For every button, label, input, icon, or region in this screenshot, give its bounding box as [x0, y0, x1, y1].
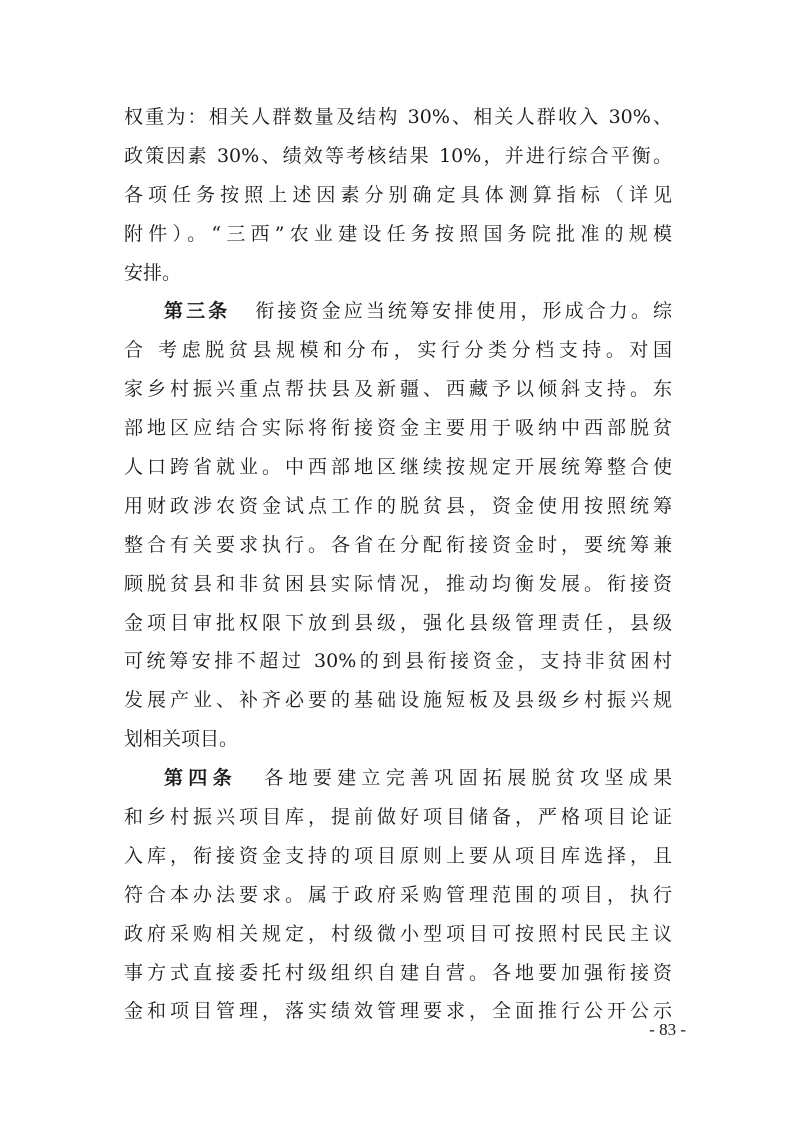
text-line: 人口跨省就业。中西部地区继续按规定开展统筹整合使 — [124, 456, 672, 479]
text-line: 和乡村振兴项目库，提前做好项目储备，严格项目论证 — [124, 806, 672, 829]
text-line: 安排。 — [124, 261, 182, 284]
text-line: 可统筹安排不超过 30%的到县衔接资金，支持非贫困村 — [124, 650, 672, 673]
article-4-first-line — [124, 759, 672, 798]
text-line: 入库，衔接资金支持的项目原则上要从项目库选择，且 — [124, 844, 672, 867]
page-number: - 83 - — [649, 1020, 686, 1039]
article-3-first-line — [124, 292, 672, 331]
text-line: 金和项目管理，落实绩效管理要求，全面推行公开公示 — [124, 1000, 672, 1023]
article-4-first-text: 各地要建立完善巩固拓展脱贫攻坚成果 — [258, 767, 672, 790]
text-line: 合 考虑脱贫县规模和分布，实行分类分档支持。对国 — [124, 339, 672, 362]
text-line: 权重为：相关人群数量及结构 30%、相关人群收入 30%、 — [124, 106, 672, 128]
text-line: 用财政涉农资金试点工作的脱贫县，资金使用按照统筹 — [124, 494, 672, 517]
text-line: 符合本办法要求。属于政府采购管理范围的项目，执行 — [124, 883, 672, 906]
text-line: 顾脱贫县和非贫困县实际情况，推动均衡发展。衔接资 — [124, 572, 672, 595]
text-line: 部地区应结合实际将衔接资金主要用于吸纳中西部脱贫 — [124, 417, 672, 440]
article-4-heading: 第四条 — [164, 767, 237, 790]
text-line: 事方式直接委托村级组织自建自营。各地要加强衔接资 — [124, 961, 672, 984]
text-line: 家乡村振兴重点帮扶县及新疆、西藏予以倾斜支持。东 — [124, 378, 672, 401]
text-line: 政府采购相关规定，村级微小型项目可按照村民民主议 — [124, 922, 672, 945]
text-line: 金项目审批权限下放到县级，强化县级管理责任，县级 — [124, 611, 672, 634]
text-line: 发展产业、补齐必要的基础设施短板及县级乡村振兴规 — [124, 689, 672, 712]
article-3-heading: 第三条 — [164, 300, 231, 323]
text-line: 政策因素 30%、绩效等考核结果 10%，并进行综合平衡。 — [124, 144, 672, 167]
text-line: 整合有关要求执行。各省在分配衔接资金时，要统筹兼 — [124, 533, 672, 556]
body-text — [124, 98, 672, 1031]
text-line: 附件）。“三西”农业建设任务按照国务院批准的规模 — [124, 222, 672, 245]
article-3-first-text: 衔接资金应当统筹安排使用，形成合力。综 — [252, 300, 672, 323]
text-line: 划相关项目。 — [124, 728, 239, 751]
text-line: 各项任务按照上述因素分别确定具体测算指标（详见 — [124, 183, 672, 206]
